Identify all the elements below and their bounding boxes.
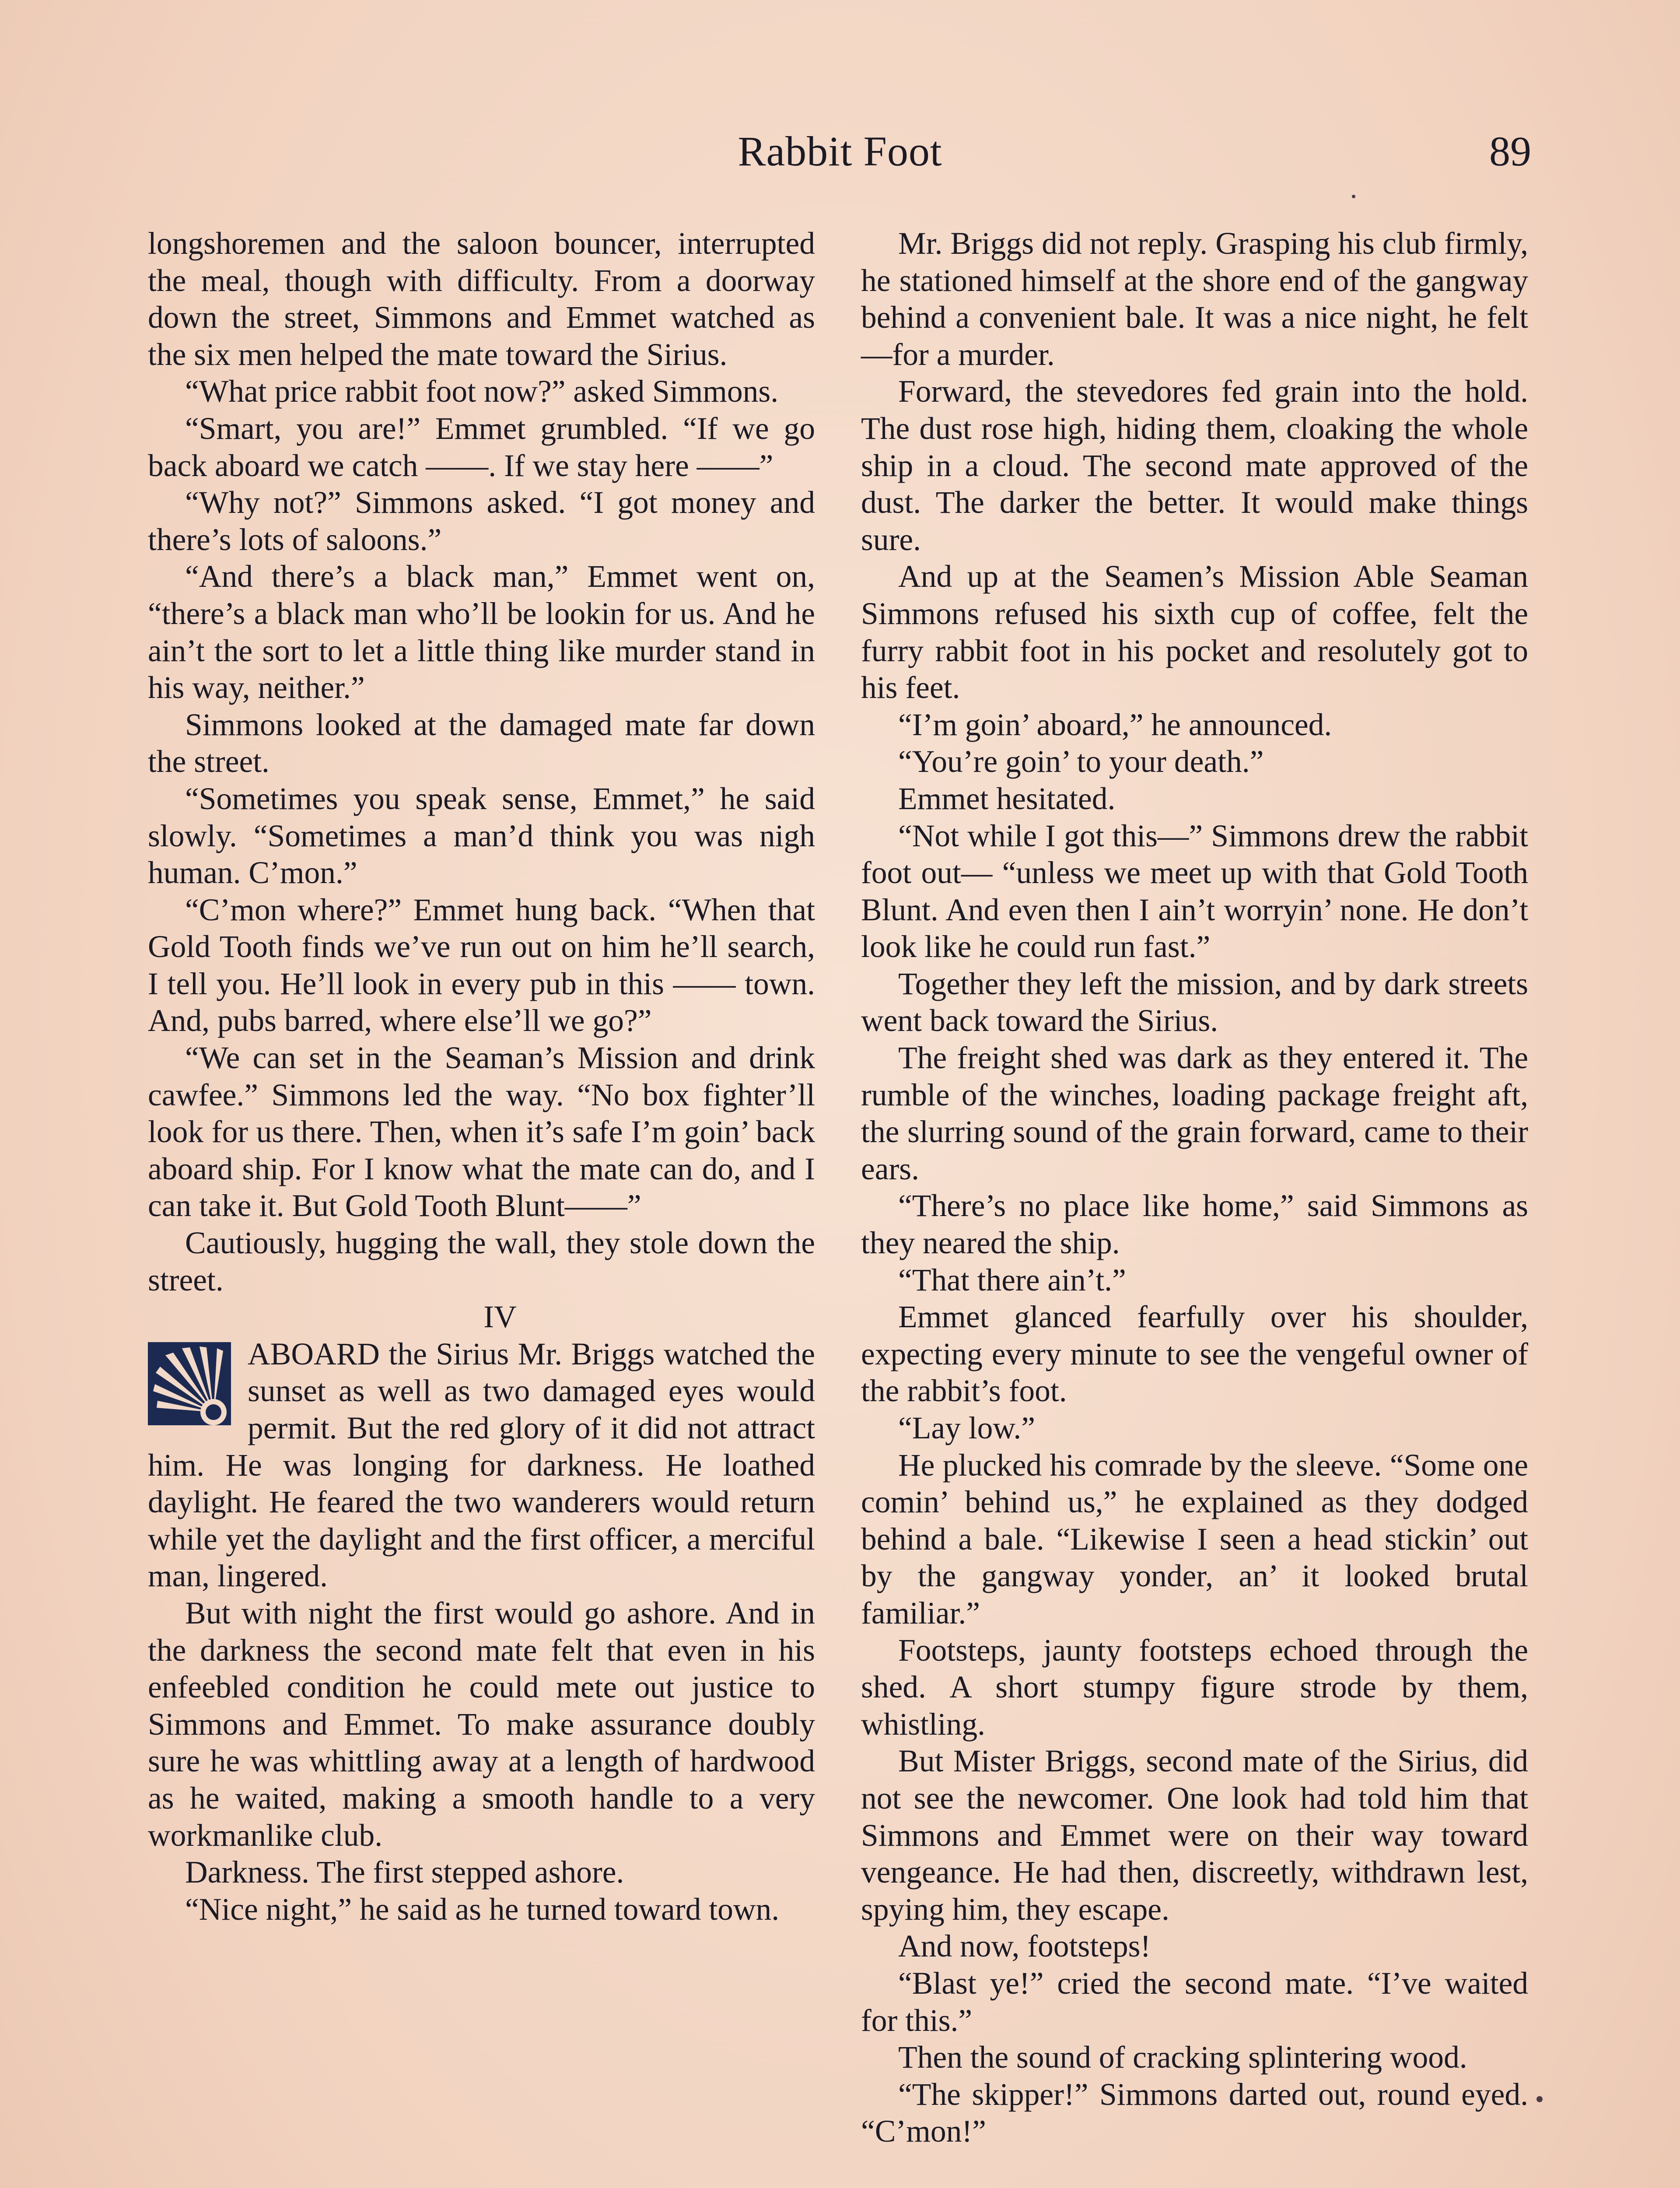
page-number: 89 bbox=[1489, 128, 1531, 175]
paragraph: “Nice night,” he said as he turned toward town. bbox=[185, 1892, 780, 1927]
paragraph: “And there’s a black man,” Emmet went on, “there’s a black man who’ll be lookin for us. And he ain’t the sort to let a little thing like murder stand in his way, neither.” bbox=[148, 559, 815, 705]
paragraph: “C’mon where?” Emmet hung back. “When that Gold Tooth finds we’ve run out on him he’ll search, I tell you. He’ll look in every pub in this —— town. And, pubs barred, where else’ll we go?” bbox=[148, 892, 815, 1038]
paragraph: And now, footsteps! bbox=[898, 1929, 1151, 1964]
paragraph: Together they left the mission, and by dark streets went back toward the Sirius. bbox=[861, 966, 1528, 1038]
paragraph: “That there ain’t.” bbox=[898, 1262, 1126, 1297]
opening-paragraph bbox=[148, 1336, 815, 1595]
print-speck bbox=[1352, 195, 1355, 198]
paragraph: Forward, the stevedores fed grain into the hold. The dust rose high, hiding them, cloaking the whole ship in a cloud. The second mate approved of the dust. The darker the better. It would make things sure. bbox=[861, 374, 1528, 557]
paragraph: Emmet glanced fearfully over his shoulder, expecting every minute to see the vengeful owner of the rabbit’s foot. bbox=[861, 1300, 1528, 1409]
running-title: Rabbit Foot bbox=[738, 128, 942, 175]
paragraph: “We can set in the Seaman’s Mission and drink cawfee.” Simmons led the way. “No box fighter’ll look for us there. Then, when it’s safe I’m goin’ back aboard ship. For I know what the mate can do, and I can take it. But Gold Tooth Blunt——” bbox=[148, 1041, 815, 1224]
section-heading: IV bbox=[483, 1300, 517, 1335]
paragraph: “What price rabbit foot now?” asked Simmons. bbox=[185, 374, 779, 409]
paragraph: Cautiously, hugging the wall, they stole down the street. bbox=[148, 1226, 815, 1297]
paragraph: And up at the Seamen’s Mission Able Seaman Simmons refused his sixth cup of coffee, felt the furry rabbit foot in his pocket and resolutely got to his feet. bbox=[861, 559, 1528, 705]
paragraph: The freight shed was dark as they entered it. The rumble of the winches, loading package freight aft, the slurring sound of the grain forward, came to their ears. bbox=[861, 1041, 1528, 1186]
sunburst-ornament-icon bbox=[148, 1342, 231, 1425]
paragraph: Then the sound of cracking splintering wood. bbox=[898, 2040, 1467, 2075]
paragraph: “Blast ye!” cried the second mate. “I’ve waited for this.” bbox=[861, 1966, 1528, 2038]
paragraph: Darkness. The first stepped ashore. bbox=[185, 1855, 624, 1890]
paragraph: longshoremen and the saloon bouncer, interrupted the meal, though with difficulty. From a doorway down the street, Simmons and Emmet watched as the six men helped the mate toward the Sirius. bbox=[148, 226, 815, 372]
paragraph: “You’re goin’ to your death.” bbox=[898, 744, 1264, 779]
paragraph: Emmet hesitated. bbox=[898, 781, 1116, 816]
paragraph: Footsteps, jaunty footsteps echoed through the shed. A short stumpy figure strode by them, whistling. bbox=[861, 1633, 1528, 1742]
paragraph: “The skipper!” Simmons darted out, round eyed. “C’mon!” bbox=[861, 2077, 1528, 2149]
paragraph: But Mister Briggs, second mate of the Sirius, did not see the newcomer. One look had told him that Simmons and Emmet were on their way toward vengeance. He had then, discreetly, withdrawn lest, spying him, they escape. bbox=[861, 1744, 1528, 1927]
left-column bbox=[148, 225, 815, 1928]
paragraph: “Sometimes you speak sense, Emmet,” he said slowly. “Sometimes a man’d think you was nigh human. C’mon.” bbox=[148, 781, 815, 891]
paragraph: “Lay low.” bbox=[898, 1411, 1035, 1445]
print-speck bbox=[1536, 2096, 1543, 2102]
right-column bbox=[861, 225, 1528, 2150]
paragraph: He plucked his comrade by the sleeve. “Some one comin’ behind us,” he explained as they dodged behind a bale. “Likewise I seen a head stickin’ out by the gangway yonder, an’ it looked brutal familiar.” bbox=[861, 1448, 1528, 1630]
paragraph: But with night the first would go ashore. And in the darkness the second mate felt that even in his enfeebled condition he could mete out justice to Simmons and Emmet. To make assurance doubly sure he was whittling away at a length of hardwood as he waited, making a smooth handle to a very workmanlike club. bbox=[148, 1595, 815, 1853]
paragraph: “Not while I got this—” Simmons drew the rabbit foot out— “unless we meet up with that Gold Tooth Blunt. And even then I ain’t worryin’ none. He don’t look like he could run fast.” bbox=[861, 818, 1528, 964]
paragraph: “Smart, you are!” Emmet grumbled. “If we go back aboard we catch ——. If we stay here ——” bbox=[148, 411, 815, 483]
paragraph-text: ABOARD the Sirius Mr. Briggs watched the sunset as well as two damaged eyes would permit. But the red glory of it did not attract him. He was longing for darkness. He loathed daylight. He feared the two wanderers would return while yet the daylight and the first officer, a merciful man, lingered. bbox=[148, 1336, 815, 1594]
paragraph: “There’s no place like home,” said Simmons as they neared the ship. bbox=[861, 1189, 1528, 1261]
paragraph: Simmons looked at the damaged mate far down the street. bbox=[148, 707, 815, 779]
paragraph: “I’m goin’ aboard,” he announced. bbox=[898, 707, 1332, 742]
paragraph: “Why not?” Simmons asked. “I got money and there’s lots of saloons.” bbox=[148, 485, 815, 557]
paragraph: Mr. Briggs did not reply. Grasping his club firmly, he stationed himself at the shore end of the gangway behind a convenient bale. It was a nice night, he felt—for a murder. bbox=[861, 226, 1528, 372]
